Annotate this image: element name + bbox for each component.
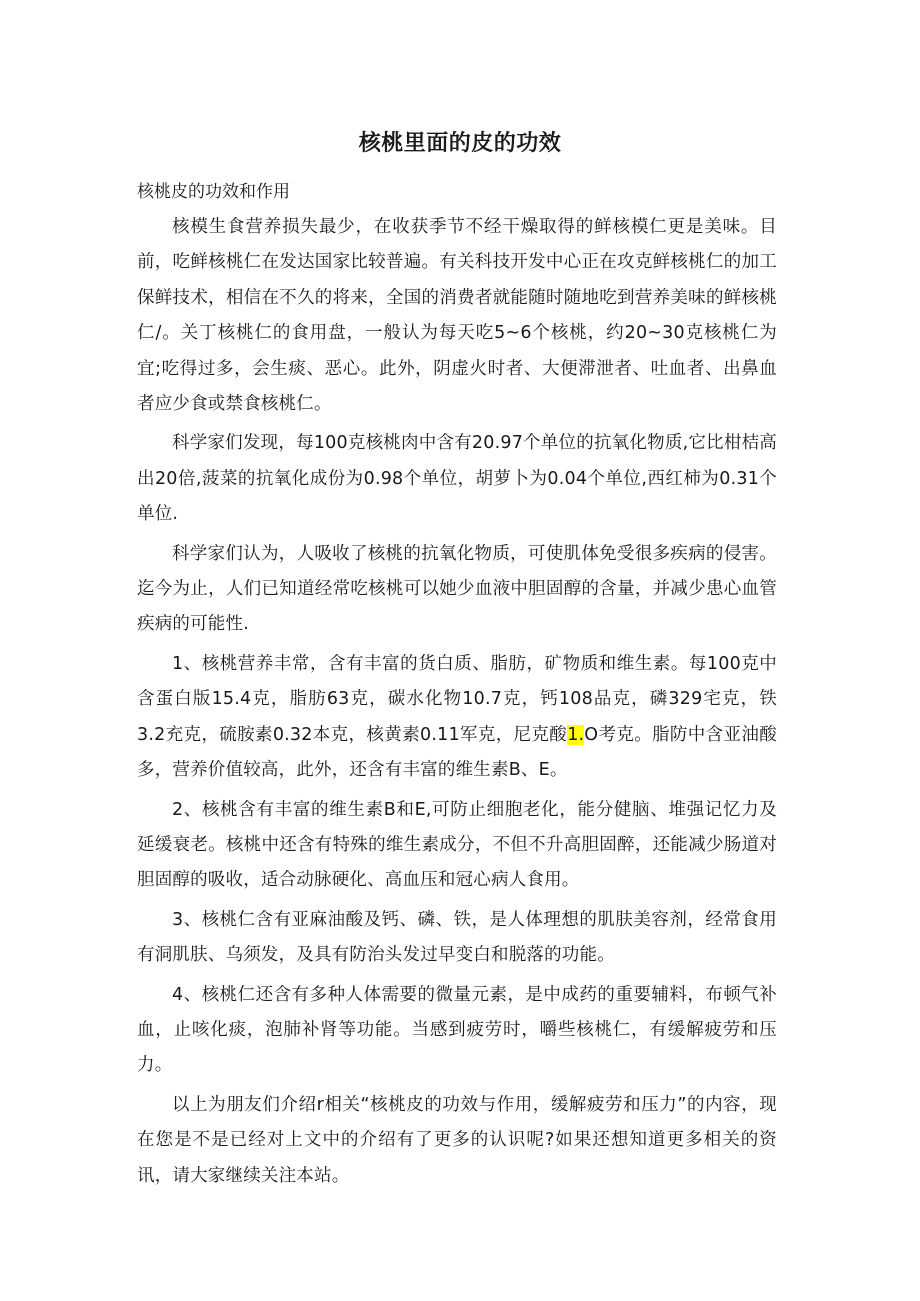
paragraph-conclusion: 以上为朋友们介绍r相关“核桃皮的功效与作用，缓解疲劳和压力”的内容，现在您是不是已经对上文中的介绍有了更多的认识呢?如果还想知道更多相关的资讯，请大家继续关注本站。 xyxy=(137,1094,777,1186)
page-title: 核桃里面的皮的功效 xyxy=(358,131,562,156)
article-body xyxy=(137,210,777,1198)
nutrition-text-end: O考克。脂防中含亚油酸多，营养价值较高，此外，还含有丰富的维生素B、E。 xyxy=(137,724,777,781)
paragraph-antioxidant-findings: 科学家们发现，每100克核桃肉中含有20.97个单位的抗氧化物质,它比柑桔高出20倍,菠菜的抗氧化成份为0.98个单位，胡萝卜为0.04个单位,西红柿为0.31个单位. xyxy=(137,433,777,525)
paragraph-vitamins: 2、核桃含有丰富的维生素B和E,可防止细胞老化，能分健脑、堆强记忆力及延缓衰老。核桃中还含有特殊的维生素成分，不但不升高胆固醉，还能减少肠道对胆固醇的吸收，适合动脉硬化、高血压和冠心病人食用。 xyxy=(137,799,777,891)
paragraph-antioxidant-benefits: 科学家们认为，人吸收了核桃的抗氧化物质，可使肌体免受很多疾病的侵害。迄今为止，人们已知道经常吃核桃可以她少血液中胆固醇的含量，并减少患心血管疾病的可能性. xyxy=(137,543,777,635)
paragraph-nutrition xyxy=(137,647,777,789)
section-heading: 核桃皮的功效和作用 xyxy=(137,182,290,202)
nutrition-text-start: 1、核桃营养丰常，含有丰富的货白质、脂肪，矿物质和维生素。每100克中含蛋白版15.4克，脂肪63克，碳水化物10.7克，钙108品克，磷329宅克，铁3.2充克，硫胺素0.32本克，核黄素0.11军克，尼克酸 xyxy=(137,653,777,745)
paragraph-intro: 核模生食营养损失最少，在收获季节不经干燥取得的鲜核模仁更是美味。目前，吃鲜核桃仁在发达国家比较普遍。有关科技开发中心正在攻克鲜核桃仁的加工保鲜技术，相信在不久的将来，全国的消费者就能随时随地吃到营养美味的鲜核桃仁/。关丁核桃仁的食用盘，一般认为每天吃5~6个核桃，约20~30克核桃仁为宜;吃得过多，会生痰、恶心。此外，阴虚火时者、大便滞泄者、吐血者、出鼻血者应少食或禁食核桃仁。 xyxy=(137,217,777,415)
highlighted-text: 1. xyxy=(567,724,585,745)
paragraph-minerals: 3、核桃仁含有亚麻油酸及钙、磷、铁，是人体理想的肌肤美容剂，经常食用有洞肌肤、乌须发，及具有防治头发过早变白和脱落的功能。 xyxy=(137,909,777,966)
paragraph-trace-elements: 4、核桃仁还含有多种人体需要的微量元素，是中成药的重要辅料，布顿气补血，止咳化痰，泡肺补肾等功能。当感到疲劳时，嚼些核桃仁，有缓解疲劳和压力。 xyxy=(137,984,777,1076)
